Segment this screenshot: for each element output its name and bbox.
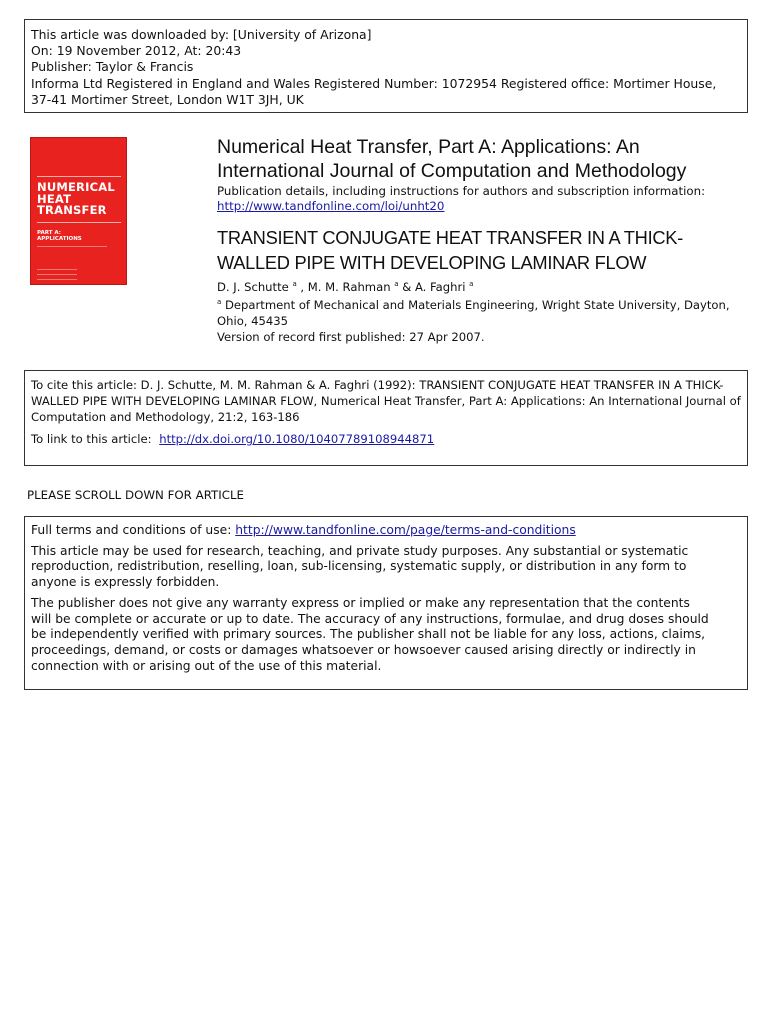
- author-list: [217, 277, 473, 295]
- cover-part-line: PART A:: [37, 230, 61, 236]
- cover-rule: [37, 274, 77, 275]
- cover-rule: [37, 222, 121, 223]
- cover-title: [37, 182, 115, 217]
- citation-line: Computation and Methodology, 21:2, 163-186: [31, 410, 300, 424]
- journal-link[interactable]: http://www.tandfonline.com/loi/unht20: [217, 199, 445, 213]
- affiliation: [217, 294, 737, 345]
- cover-rule: [37, 176, 121, 177]
- usage-line: This article may be used for research, teaching, and private study purposes. Any substantial or systematic: [31, 543, 689, 558]
- terms-link[interactable]: http://www.tandfonline.com/page/terms-and-conditions: [235, 523, 576, 537]
- author-name: D. J. Schutte: [217, 280, 289, 294]
- citation-line: To cite this article: D. J. Schutte, M. M. Rahman & A. Faghri (1992): TRANSIENT CONJUGATE HEAT TRANSFER IN A THICK-: [31, 378, 724, 392]
- disclaimer-paragraph: [31, 596, 741, 675]
- scroll-notice: PLEASE SCROLL DOWN FOR ARTICLE: [27, 488, 244, 502]
- affiliation-marker: a: [394, 280, 399, 288]
- download-line: This article was downloaded by: [University of Arizona]: [31, 27, 372, 42]
- doi-label: To link to this article:: [31, 432, 152, 446]
- version-record: Version of record first published: 27 Apr 2007.: [217, 330, 485, 344]
- doi-link[interactable]: http://dx.doi.org/10.1080/10407789108944871: [159, 432, 435, 446]
- affiliation-marker: a: [469, 280, 474, 288]
- disclaimer-line: The publisher does not give any warranty express or implied or make any representation that the contents: [31, 595, 690, 610]
- disclaimer-line: be independently verified with primary sources. The publisher shall not be liable for any loss, actions, claims,: [31, 627, 706, 642]
- publication-details: [217, 184, 705, 214]
- terms-box: [24, 516, 748, 690]
- cover-rule: [37, 269, 77, 270]
- cover-title-line: TRANSFER: [37, 203, 107, 217]
- author-name: , M. M. Rahman: [300, 280, 391, 294]
- publication-details-text: Publication details, including instructions for authors and subscription information:: [217, 184, 706, 198]
- disclaimer-line: connection with or arising out of the use of this material.: [31, 658, 382, 673]
- disclaimer-line: will be complete or accurate or up to date. The accuracy of any instructions, formulae, and drug doses should: [31, 611, 709, 626]
- journal-title-line: International Journal of Computation and Methodology: [217, 160, 687, 182]
- cover-title-line: NUMERICAL: [37, 180, 115, 194]
- registration-line: Informa Ltd Registered in England and Wales Registered Number: 1072954 Registered office: Mortimer House,: [31, 75, 717, 91]
- cover-rule: [37, 279, 77, 280]
- journal-title: [217, 135, 747, 183]
- publisher-line: Publisher: Taylor & Francis: [31, 59, 194, 75]
- cover-title-line: HEAT: [37, 191, 72, 206]
- usage-line: anyone is expressly forbidden.: [31, 575, 220, 590]
- terms-label: Full terms and conditions of use:: [31, 523, 232, 537]
- journal-cover-image: [30, 137, 127, 285]
- usage-paragraph: [31, 544, 741, 591]
- cover-part: [37, 230, 82, 242]
- affiliation-marker: a: [217, 298, 222, 306]
- address-line: 37-41 Mortimer Street, London W1T 3JH, UK: [31, 91, 304, 107]
- cover-part-line: APPLICATIONS: [37, 236, 82, 242]
- affiliation-marker: a: [292, 280, 297, 288]
- affiliation-text: Department of Mechanical and Materials Engineering, Wright State University, Dayton,: [224, 298, 730, 312]
- download-info-box: [24, 19, 748, 113]
- affiliation-text: Ohio, 45435: [217, 314, 289, 328]
- download-date: On: 19 November 2012, At: 20:43: [31, 43, 242, 59]
- cover-rule: [37, 246, 107, 247]
- citation-line: WALLED PIPE WITH DEVELOPING LAMINAR FLOW, Numerical Heat Transfer, Part A: Applications: An International Journal of: [31, 394, 741, 408]
- article-title-line: WALLED PIPE WITH DEVELOPING LAMINAR FLOW: [217, 251, 647, 273]
- article-title: [217, 226, 747, 275]
- citation-box: [24, 370, 748, 466]
- article-title-line: TRANSIENT CONJUGATE HEAT TRANSFER IN A THICK-: [217, 227, 683, 248]
- usage-line: reproduction, redistribution, reselling, loan, sub-licensing, systematic supply, or distribution in any form to: [31, 559, 687, 574]
- author-name: & A. Faghri: [402, 280, 466, 294]
- disclaimer-line: proceedings, demand, or costs or damages whatsoever or howsoever caused arising directly or indirectly in: [31, 642, 696, 657]
- journal-title-line: Numerical Heat Transfer, Part A: Applications: An: [217, 136, 640, 158]
